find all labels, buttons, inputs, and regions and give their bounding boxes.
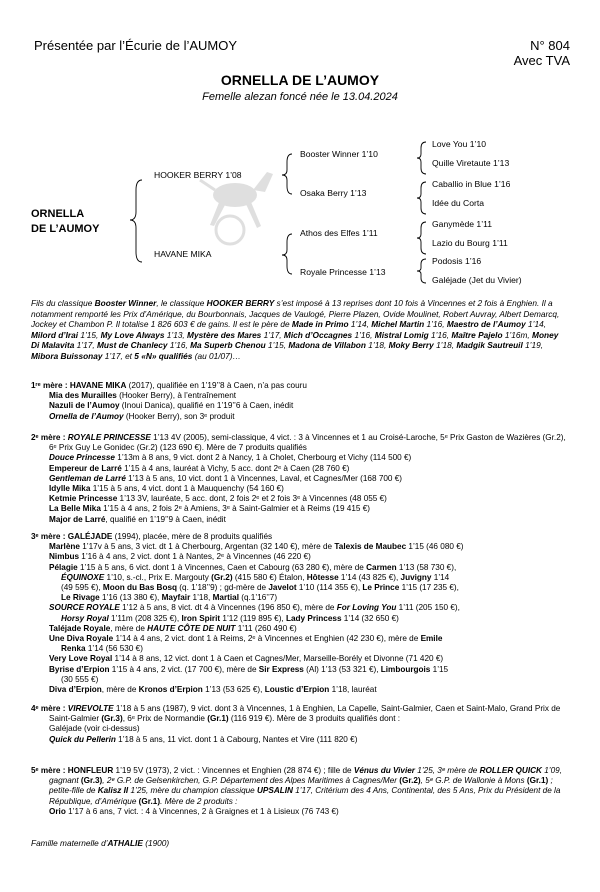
pedigree-dam: HAVANE MIKA (154, 249, 212, 259)
lot-number: N° 804 (530, 38, 570, 53)
pedigree-dam-dam: Royale Princesse 1’13 (300, 267, 386, 277)
pedigree-ggp: Idée du Corta (432, 198, 485, 208)
first-dam-section: 1ʳᵉ mère : HAVANE MIKA (2017), qualifiée en 1’19’’8 à Caen, n’a pas couru Mia des Murailles (Hooker Berry), à l’entraînement Nazuli de l’Aumoy (Inoui Danica), qualifié en 1’19’’6 à Caen, inédit Ornella de l’Aumoy (Hooker Berry), son 3ᵉ produit (31, 381, 307, 421)
pedigree-sire: HOOKER BERRY 1’08 (154, 170, 242, 180)
pedigree-ggp: Podosis 1’16 (432, 256, 482, 266)
fourth-dam-section: 4ᵉ mère : VIREVOLTE 1’18 à 5 ans (1987), 9 vict. dont 3 à Vincennes, 1 à Enghien, La Capelle, Saint-Galmier, Caen et Saint-Malo, Grand Prix de Saint-Galmier (Gr.3), 6ᵉ Prix de Normandie (Gr.1) (116 919 €). Mère de 3 produits qualifiés dont : Galéjade (voir ci-dessus) Quick du Pellerin 1’18 à 5 ans, 11 vict. dont 1 à Cabourg, Nantes et Vire (111 820 €) (31, 704, 561, 744)
family-footer: Famille maternelle d’ATHALIE (1900) (31, 838, 170, 848)
sire-description: Fils du classique Booster Winner, le classique HOOKER BERRY s’est imposé à 13 reprises dont 10 fois à Vincennes et 2 fois à Enghien. Il a notamment remporté les Prix d’Amérique, du Bourbonnais, Jacques de Vaulogé, Pierre Plazen, Ovide Moulinet, Robert Auvray, Albert Demarcq, Jockey et Chambon P. Il totalise 1 826 603 € de gains. Il est le père de Made in Primo 1’14, Michel Martin 1’16, Maestro de l’Aumoy 1’14, Milord d’Irai 1’15, My Love Always 1’13, Mystère des Mares 1’17, Mich d’Occagnes 1’16, Mistral Lomig 1’16, Maître Pajelo 1’16m, Money Di Malavita 1’17, Must de Chanlecy 1’16, Ma Superb Chenou 1’15, Madona de Villabon 1’18, Moky Berry 1’18, Madgik Sautreuil 1’19, Mibora Buissonay 1’17, et 5 «N» qualifiés (au 01/07)… (31, 298, 560, 361)
pedigree-ggp: Love You 1’10 (432, 139, 487, 149)
fifth-dam-section: 5ᵉ mère : HONFLEUR 1’19 5V (1973), 2 vict. : Vincennes et Enghien (28 874 €) ; fille de Vénus du Vivier 1’25, 3ᵉ mère de ROLLER QUICK 1’09, gagnant (Gr.3), 2ᵉ G.P. de Gelsenkirchen, G.P. Département des Alpes Maritimes à Cagnes/Mer (Gr.2), 5ᵉ G.P. de Wallonie à Mons (Gr.1) ; petite-fille de Kalisz II 1’25, mère du champion classique UPSALIN 1’17, Critérium des 4 Ans, Continental, des 5 Ans, Prix du Président de la République, d’Amérique (Gr.1). Mère de 2 produits : Orio 1’17 à 6 ans, 7 vict. : 4 à Vincennes, 2 à Graignes et 1 à Lisieux (76 743 €) (31, 766, 562, 816)
pedigree-ggp: Lazio du Bourg 1’11 (432, 238, 508, 248)
pedigree-sire-sire: Booster Winner 1’10 (300, 149, 378, 159)
second-dam-section: 2ᵉ mère : ROYALE PRINCESSE 1’13 4V (2005), semi-classique, 4 vict. : 3 à Vincennes et 1 au Croisé-Laroche, 5ᵉ Prix Gaston de Wazières (Gr.2), 6ᵉ Prix Guy Le Gonidec (Gr.2) (123 690 €). Mère de 7 produits qualifiés Douce Princesse 1’13m à 8 ans, 9 vict. dont 2 à Nancy, 1 à Cholet, Cherbourg et Vichy (114 500 €) Empereur de Larré 1’15 à 4 ans, lauréat à Vichy, 5 acc. dont 2ᵉ à Caen (28 760 €) Gentleman de Larré 1’13 à 5 ans, 10 vict. dont 1 à Vincennes, Laval, et Cagnes/Mer (168 700 €) Idylle Mika 1’15 à 5 ans, 4 vict. dont 1 à Mauquenchy (54 160 €) Ketmie Princesse 1’13 3V, lauréate, 5 acc. dont, 2 fois 2ᵉ et 2 fois 3ᵉ à Vincennes (48 055 €) La Belle Mika 1’15 à 4 ans, 2 fois 2ᵉ à Amiens, 3ᵉ à Saint-Galmier et à Reims (19 415 €) Major de Larré, qualifié en 1’19’’9 à Caen, inédit (31, 433, 566, 524)
pedigree-sire-dam: Osaka Berry 1’13 (300, 188, 367, 198)
pedigree-ggp: Quille Viretaute 1’13 (432, 158, 510, 168)
horse-name: ORNELLA DE L’AUMOY (220, 72, 380, 88)
lot-info (514, 38, 570, 68)
vat-status: Avec TVA (513, 53, 570, 68)
presenter-line: Présentée par l’Écurie de l’AUMOY (34, 38, 238, 53)
pedigree-ggp: Caballio in Blue 1’16 (432, 179, 511, 189)
pedigree-subject: ORNELLA DE L’AUMOY (31, 208, 100, 235)
horse-subtitle: Femelle alezan foncé née le 13.04.2024 (202, 91, 398, 103)
pedigree-dam-sire: Athos des Elfes 1’11 (300, 228, 378, 238)
pedigree-ggp: Galéjade (Jet du Vivier) (432, 275, 522, 285)
pedigree-ggp: Ganymède 1’11 (432, 219, 493, 229)
pedigree-chart (0, 130, 600, 290)
third-dam-section: 3ᵉ mère : GALÉJADE (1994), placée, mère de 8 produits qualifiés Marlène 1’17v à 5 ans, 3 vict. dt 1 à Cherbourg, Argentan (32 140 €), mère de Talexis de Maubec 1’15 (46 080 €) Nimbus 1’16 à 4 ans, 2 vict. dont 1 à Nantes, 2ᵉ à Vincennes (46 220 €) Pélagie 1’15 à 5 ans, 6 vict. dont 1 à Vincennes, Caen et Cabourg (63 280 €), mère de Carmen 1’13 (58 730 €), ÉQUINOXE 1’10, s.-cl., Prix E. Margouty (Gr.2) (415 580 €) Étalon, Hôtesse 1’14 (43 825 €), Juvigny 1’14 (49 595 €), Moon du Bas Bosq (q. 1’18’’9) ; gd-mère de Javelot 1’10 (114 355 €), Le Prince 1’15 (17 235 €), Le Rivage 1’16 (13 380 €), Mayfair 1’18, Martial (q.1’16’’7) SOURCE ROYALE 1’12 à 5 ans, 8 vict. dt 4 à Vincennes (196 850 €), mère de For Loving You 1’11 (205 150 €), Horsy Royal 1’11m (208 325 €), Iron Spirit 1’12 (119 895 €), Lady Princess 1’14 (32 650 €) Taléjade Royale, mère de HAUTE CÔTE DE NUIT 1’11 (260 490 €) Une Diva Royale 1’14 à 4 ans, 2 vict. dont 1 à Reims, 2ᵉ à Vincennes et Enghien (42 230 €), mère de Emile Renka 1’14 (56 530 €) Very Love Royal 1’14 à 8 ans, 12 vict. dont 1 à Caen et Cagnes/Mer, Marseille-Borély et Divonne (71 420 €) Byrise d’Erpion 1’15 à 4 ans, 2 vict. (17 700 €), mère de Sir Express (Al) 1’13 (53 321 €), Limbourgois 1’15 (30 555 €) Diva d’Erpion, mère de Kronos d’Erpion 1’13 (53 625 €), Loustic d’Erpion 1’18, lauréat (31, 532, 464, 695)
